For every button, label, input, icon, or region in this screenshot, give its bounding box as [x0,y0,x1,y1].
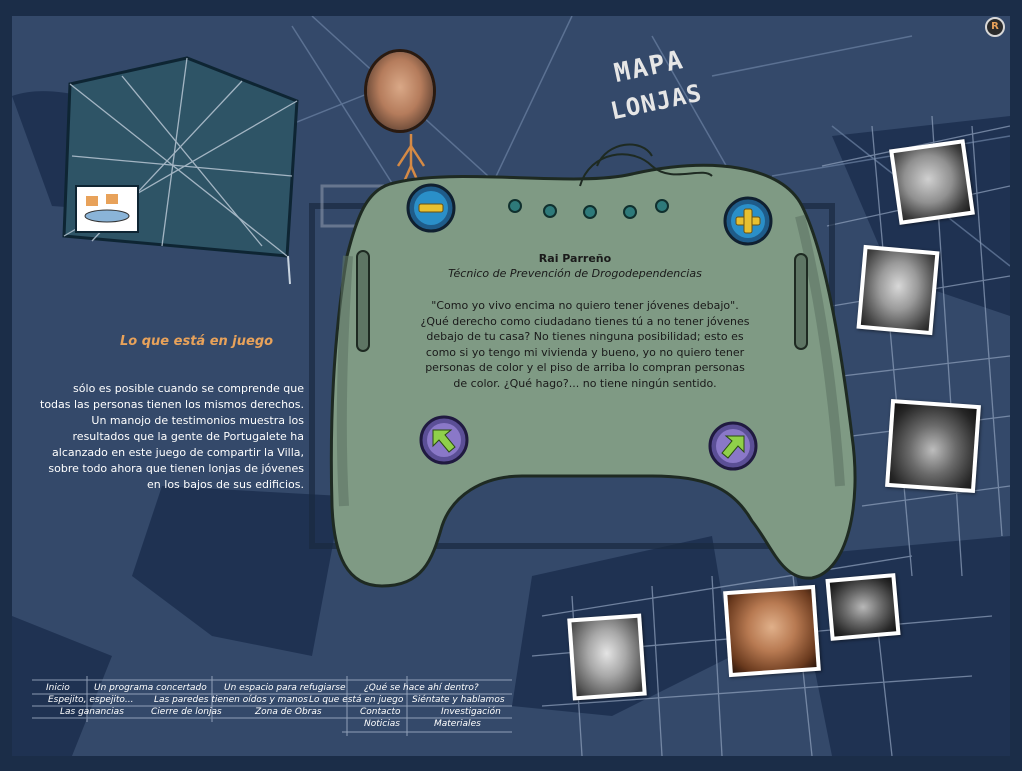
main-panel [12,16,1010,756]
intro-text: sólo es posible cuando se comprende que todas las personas tienen los mismos derechos. Un manojo de testimonios muestra los resultados que la gente de Portugalete ha alcanzado en este juego de compartir la Villa, sobre todo ahora que tienen lonjas de jóvenes en los bajos de sus edificios. [40,382,304,491]
testimony-quote: "Como yo vivo encima no quiero tener jóvenes debajo". ¿Qué derecho como ciudadano tienes tú a no tener jóvenes debajo de tu casa? No tienes ninguna posibilidad; esto es como si yo tengo mi vivienda y bueno, yo no quiero tener personas de color y el piso de arriba lo compran personas de color. ¿Qué hago?... no tiene ningún sentido. [420,299,750,390]
testimony-photo-5-active[interactable] [723,585,821,677]
nav-ganancias[interactable]: Las ganancias [60,707,124,717]
nav-paredes[interactable]: Las paredes tienen oídos y manos [154,695,308,705]
nav-cierre-lonjas[interactable]: Cierre de lonjas [151,707,222,717]
testimony-photo-4[interactable] [825,573,900,641]
nav-espejito[interactable]: Espejito, espejito... [48,695,134,705]
logo-line2: LONJAS [608,78,705,126]
corner-badge-icon[interactable]: R [985,17,1005,37]
logo-line1: MAPA [611,44,687,90]
nav-investigacion[interactable]: Investigación [441,707,501,717]
testimony-photo-3[interactable] [885,399,981,493]
plus-button[interactable] [725,198,771,244]
section-title: Lo que está en juego [120,334,274,349]
next-button[interactable] [710,423,756,469]
previous-button[interactable] [421,417,467,463]
nav-que-se-hace[interactable]: ¿Qué se hace ahí dentro? [364,683,479,693]
speaker-role: Técnico de Prevención de Drogodependencias [448,267,702,280]
nav-sientate[interactable]: Siéntate y hablamos [412,695,505,705]
mapa-lonjas-logo[interactable] [608,44,730,138]
speaker-portrait [364,49,436,133]
nav-programa-concertado[interactable]: Un programa concertado [94,683,207,693]
testimony-photo-6[interactable] [567,614,647,701]
nav-inicio[interactable]: Inicio [46,683,70,693]
speaker-name: Rai Parreño [538,252,612,265]
nav-materiales[interactable]: Materiales [434,719,481,729]
minus-button[interactable] [408,185,454,231]
testimony-photo-1[interactable] [889,139,975,225]
nav-zona-obras[interactable]: Zona de Obras [255,707,322,717]
nav-noticias[interactable]: Noticias [364,719,400,729]
house-map-link[interactable] [64,58,298,258]
nav-contacto[interactable]: Contacto [360,707,401,717]
nav-lo-que-esta-en-juego[interactable]: Lo que está en juego [309,695,404,705]
nav-espacio-refugiarse[interactable]: Un espacio para refugiarse [224,683,346,693]
testimony-photo-2[interactable] [856,245,939,335]
